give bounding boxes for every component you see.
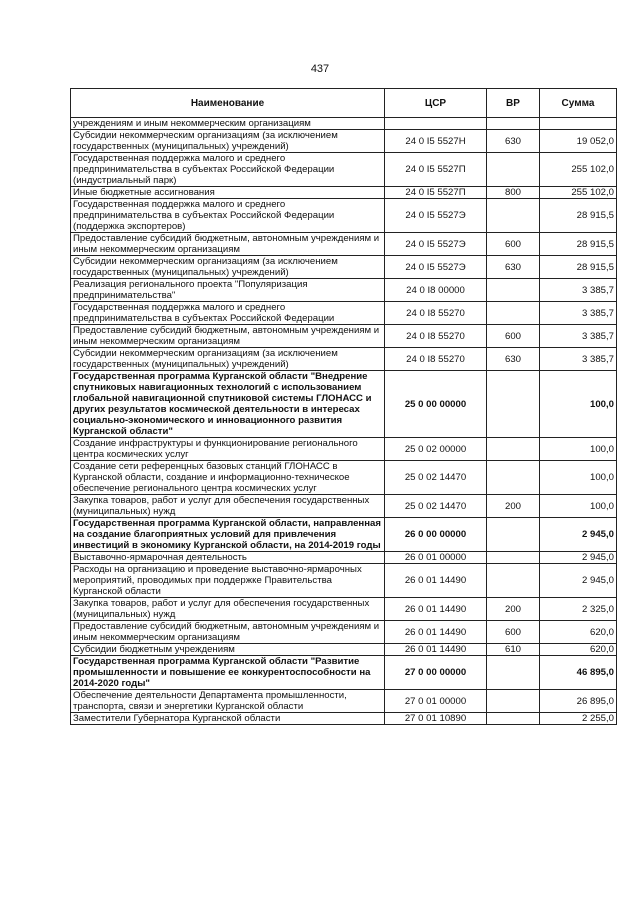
table-row [71, 518, 617, 552]
table-row [71, 199, 617, 233]
row-sum-cell: 100,0 [540, 371, 617, 438]
row-name-cell: Заместители Губернатора Курганской области [71, 713, 385, 725]
row-vr-cell: 630 [487, 348, 540, 371]
row-vr-cell [487, 564, 540, 598]
row-name-cell: Создание инфраструктуры и функционирование регионального центра космических услуг [71, 438, 385, 461]
table-row [71, 302, 617, 325]
row-vr-cell [487, 302, 540, 325]
row-vr-cell [487, 713, 540, 725]
table-row [71, 690, 617, 713]
row-csr-cell: 24 0 I5 5527П [385, 187, 487, 199]
row-sum-cell: 19 052,0 [540, 130, 617, 153]
row-name-cell: Государственная программа Курганской области "Развитие промышленности и повышение ее конкурентоспособности на 2014-2020 годы" [71, 656, 385, 690]
table-row [71, 461, 617, 495]
row-name-cell: Предоставление субсидий бюджетным, автономным учреждениям и иным некоммерческим организациям [71, 621, 385, 644]
row-csr-cell: 25 0 00 00000 [385, 371, 487, 438]
row-sum-cell: 100,0 [540, 438, 617, 461]
row-csr-cell: 24 0 I8 55270 [385, 325, 487, 348]
table-row [71, 552, 617, 564]
row-sum-cell: 2 945,0 [540, 552, 617, 564]
row-csr-cell: 24 0 I8 55270 [385, 348, 487, 371]
row-vr-cell [487, 656, 540, 690]
row-name-cell: Государственная программа Курганской области "Внедрение спутниковых навигационных технологий с использованием глобальной навигационной спутниковой системы ГЛОНАСС и других результатов космической деятельности в интересах социально-экономического и инновационного развития Курганской области" [71, 371, 385, 438]
row-sum-cell: 3 385,7 [540, 325, 617, 348]
row-name-cell: Предоставление субсидий бюджетным, автономным учреждениям и иным некоммерческим организациям [71, 233, 385, 256]
row-name-cell: Субсидии некоммерческим организациям (за исключением государственных (муниципальных) учреждений) [71, 348, 385, 371]
row-csr-cell: 24 0 I5 5527Э [385, 199, 487, 233]
table-row [71, 187, 617, 199]
row-csr-cell: 24 0 I8 55270 [385, 302, 487, 325]
row-sum-cell [540, 118, 617, 130]
row-vr-cell [487, 438, 540, 461]
row-csr-cell: 24 0 I5 5527П [385, 153, 487, 187]
row-name-cell: Иные бюджетные ассигнования [71, 187, 385, 199]
row-name-cell: Закупка товаров, работ и услуг для обеспечения государственных (муниципальных) нужд [71, 495, 385, 518]
row-sum-cell: 100,0 [540, 495, 617, 518]
row-vr-cell [487, 279, 540, 302]
row-vr-cell [487, 552, 540, 564]
row-vr-cell [487, 153, 540, 187]
table-row [71, 325, 617, 348]
row-vr-cell: 600 [487, 621, 540, 644]
row-name-cell: Субсидии бюджетным учреждениям [71, 644, 385, 656]
row-csr-cell: 24 0 I8 00000 [385, 279, 487, 302]
row-name-cell: Государственная поддержка малого и среднего предпринимательства в субъектах Российской Федерации (поддержка экспортеров) [71, 199, 385, 233]
row-vr-cell: 630 [487, 256, 540, 279]
row-name-cell: Субсидии некоммерческим организациям (за исключением государственных (муниципальных) учреждений) [71, 256, 385, 279]
table-row [71, 713, 617, 725]
table-header-row [71, 89, 617, 118]
table-row [71, 621, 617, 644]
row-sum-cell: 620,0 [540, 621, 617, 644]
row-csr-cell: 24 0 I5 5527Э [385, 256, 487, 279]
table-row [71, 656, 617, 690]
row-name-cell: Государственная программа Курганской области, направленная на создание благоприятных условий для привлечения инвестиций в экономику Курганской области, на 2014-2019 годы [71, 518, 385, 552]
row-sum-cell: 3 385,7 [540, 348, 617, 371]
row-name-cell: Выставочно-ярмарочная деятельность [71, 552, 385, 564]
table-row [71, 371, 617, 438]
row-name-cell: Создание сети референцных базовых станций ГЛОНАСС в Курганской области, создание и информационно-техническое обеспечение регионального центра космических услуг [71, 461, 385, 495]
row-vr-cell [487, 118, 540, 130]
table-row [71, 598, 617, 621]
row-vr-cell: 800 [487, 187, 540, 199]
row-sum-cell: 28 915,5 [540, 233, 617, 256]
row-name-cell: Субсидии некоммерческим организациям (за исключением государственных (муниципальных) учреждений) [71, 130, 385, 153]
header-csr: ЦСР [385, 89, 487, 118]
table-row [71, 495, 617, 518]
row-sum-cell: 26 895,0 [540, 690, 617, 713]
row-csr-cell: 26 0 01 14490 [385, 564, 487, 598]
header-name: Наименование [71, 89, 385, 118]
row-vr-cell: 600 [487, 325, 540, 348]
row-sum-cell: 255 102,0 [540, 153, 617, 187]
page-number: 437 [310, 63, 330, 75]
table-row [71, 564, 617, 598]
row-vr-cell [487, 690, 540, 713]
row-name-cell: Расходы на организацию и проведение выставочно-ярмарочных мероприятий, проводимых при поддержке Правительства Курганской области [71, 564, 385, 598]
row-csr-cell: 24 0 I5 5527Э [385, 233, 487, 256]
header-sum: Сумма [540, 89, 617, 118]
row-sum-cell: 2 945,0 [540, 518, 617, 552]
row-vr-cell: 200 [487, 495, 540, 518]
row-sum-cell: 255 102,0 [540, 187, 617, 199]
row-csr-cell: 24 0 I5 5527Н [385, 130, 487, 153]
row-csr-cell: 26 0 01 14490 [385, 621, 487, 644]
row-vr-cell: 630 [487, 130, 540, 153]
row-vr-cell [487, 371, 540, 438]
table-row [71, 256, 617, 279]
row-csr-cell: 25 0 02 14470 [385, 495, 487, 518]
row-sum-cell: 100,0 [540, 461, 617, 495]
row-vr-cell [487, 461, 540, 495]
row-sum-cell: 2 325,0 [540, 598, 617, 621]
row-csr-cell: 27 0 01 10890 [385, 713, 487, 725]
row-csr-cell: 26 0 00 00000 [385, 518, 487, 552]
row-sum-cell: 2 945,0 [540, 564, 617, 598]
row-csr-cell: 26 0 01 14490 [385, 644, 487, 656]
row-name-cell: Закупка товаров, работ и услуг для обеспечения государственных (муниципальных) нужд [71, 598, 385, 621]
table-row [71, 279, 617, 302]
row-sum-cell: 28 915,5 [540, 256, 617, 279]
table-row [71, 118, 617, 130]
row-name-cell: Обеспечение деятельности Департамента промышленности, транспорта, связи и энергетики Курганской области [71, 690, 385, 713]
row-sum-cell: 2 255,0 [540, 713, 617, 725]
budget-table [70, 88, 617, 725]
row-vr-cell [487, 518, 540, 552]
row-csr-cell: 27 0 01 00000 [385, 690, 487, 713]
row-csr-cell: 26 0 01 00000 [385, 552, 487, 564]
row-name-cell: Предоставление субсидий бюджетным, автономным учреждениям и иным некоммерческим организациям [71, 325, 385, 348]
table-row [71, 130, 617, 153]
row-name-cell: учреждениям и иным некоммерческим организациям [71, 118, 385, 130]
row-vr-cell: 610 [487, 644, 540, 656]
row-sum-cell: 46 895,0 [540, 656, 617, 690]
row-vr-cell [487, 199, 540, 233]
row-sum-cell: 3 385,7 [540, 302, 617, 325]
row-vr-cell: 600 [487, 233, 540, 256]
row-sum-cell: 3 385,7 [540, 279, 617, 302]
table-row [71, 233, 617, 256]
table-body [71, 118, 617, 725]
row-csr-cell [385, 118, 487, 130]
row-csr-cell: 27 0 00 00000 [385, 656, 487, 690]
row-sum-cell: 620,0 [540, 644, 617, 656]
row-vr-cell: 200 [487, 598, 540, 621]
table-row [71, 644, 617, 656]
row-sum-cell: 28 915,5 [540, 199, 617, 233]
row-name-cell: Государственная поддержка малого и среднего предпринимательства в субъектах Российской Федерации (индустриальный парк) [71, 153, 385, 187]
table-row [71, 348, 617, 371]
row-csr-cell: 26 0 01 14490 [385, 598, 487, 621]
header-vr: ВР [487, 89, 540, 118]
table-row [71, 438, 617, 461]
row-csr-cell: 25 0 02 00000 [385, 438, 487, 461]
row-name-cell: Реализация регионального проекта "Популяризация предпринимательства" [71, 279, 385, 302]
table-row [71, 153, 617, 187]
row-csr-cell: 25 0 02 14470 [385, 461, 487, 495]
row-name-cell: Государственная поддержка малого и среднего предпринимательства в субъектах Российской Федерации [71, 302, 385, 325]
